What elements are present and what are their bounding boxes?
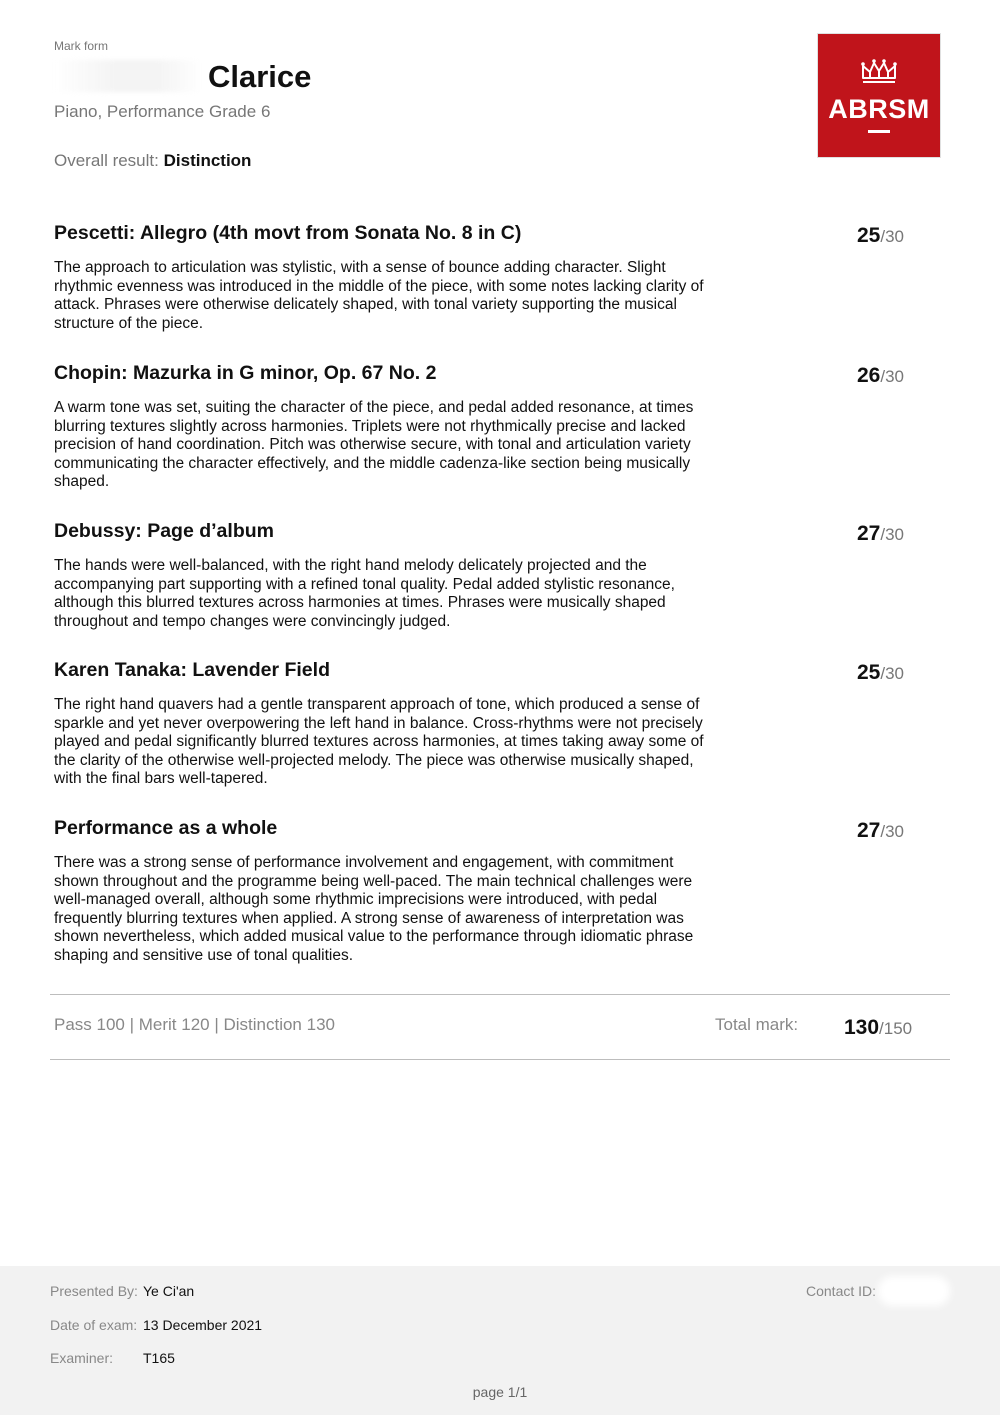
exam-subject: Piano, Performance Grade 6 — [54, 102, 271, 121]
piece-mark-out-of: /30 — [880, 525, 904, 544]
logo-text: ABRSM — [828, 94, 930, 124]
piece-title: Pescetti: Allegro (4th movt from Sonata No. 8 in C) — [54, 222, 522, 244]
redacted-surname — [54, 60, 202, 92]
piece-comment: The approach to articulation was stylistic, with a sense of bounce adding character. Slight rhythmic evenness was introduced in the middle of the piece, with some notes lacking clarity of attack. Phrases were otherwise delicately shaped, with tonal variety supporting the musical structure of the piece. — [54, 259, 704, 332]
presented-by-label: Presented By: — [50, 1283, 138, 1299]
total-mark-value: 130 — [844, 1016, 880, 1039]
redacted-contact-id — [878, 1276, 950, 1306]
abrsm-logo — [818, 34, 940, 157]
piece-section — [54, 222, 924, 333]
candidate-name: Clarice — [208, 59, 312, 94]
piece-mark-value: 27 — [857, 522, 881, 545]
total-mark-out-of: /150 — [879, 1019, 913, 1038]
piece-section — [54, 817, 924, 966]
piece-mark-out-of: /30 — [880, 227, 904, 246]
crown-icon — [860, 58, 898, 86]
overall-result-label: Overall result: — [54, 151, 159, 170]
mark-form-label: Mark form — [54, 39, 108, 53]
piece-mark-value: 26 — [857, 364, 881, 387]
grade-thresholds: Pass 100 | Merit 120 | Distinction 130 — [54, 1015, 335, 1034]
divider — [50, 1059, 950, 1060]
piece-section — [54, 520, 924, 631]
piece-mark-value: 25 — [857, 661, 881, 684]
logo-underline — [868, 130, 890, 133]
piece-comment: There was a strong sense of performance involvement and engagement, with commitment shown throughout and the programme being well-paced. The main technical challenges were well-managed overall, although some rhythmic imprecisions were introduced, with pedal frequently blurring textures when applied. A strong sense of awareness of interpretation was shown nevertheless, which added musical value to the performance through idiomatic phrase shaping and sensitive use of tonal qualities. — [54, 854, 694, 964]
piece-mark — [857, 364, 904, 388]
presented-by-value: Ye Ci'an — [143, 1283, 195, 1299]
piece-mark — [857, 661, 904, 685]
piece-title: Performance as a whole — [54, 817, 278, 839]
examiner-label: Examiner: — [50, 1350, 114, 1366]
piece-mark-out-of: /30 — [880, 664, 904, 683]
piece-title: Chopin: Mazurka in G minor, Op. 67 No. 2 — [54, 362, 437, 384]
total-mark-label: Total mark: — [715, 1015, 799, 1034]
piece-section — [54, 362, 924, 492]
piece-comment: The hands were well-balanced, with the right hand melody delicately projected and the accompanying part supporting with a refined tonal quality. Pedal added stylistic resonance, although this blurred textures across harmonies at times. Phrases were musically shaped throughout and tempo changes were convincingly judged. — [54, 557, 675, 630]
overall-result-value: Distinction — [163, 151, 252, 170]
total-mark — [844, 1016, 912, 1040]
piece-mark-out-of: /30 — [880, 822, 904, 841]
divider — [50, 994, 950, 995]
contact-id-label: Contact ID: — [806, 1283, 877, 1299]
piece-mark — [857, 522, 904, 546]
piece-comment: The right hand quavers had a gentle transparent approach of tone, which produced a sense of sparkle and yet never overpowering the left hand in balance. Cross-rhythms were not precisely played and pedal significantly blurred textures across harmonies, at times taking away some of the clarity of the otherwise well-projected melody. The piece was otherwise musically shaped, with the final bars well-tapered. — [54, 696, 704, 788]
piece-mark-out-of: /30 — [880, 367, 904, 386]
piece-mark-value: 25 — [857, 224, 881, 247]
piece-mark-value: 27 — [857, 819, 881, 842]
overall-result — [54, 151, 251, 171]
piece-comment: A warm tone was set, suiting the character of the piece, and pedal added resonance, at times blurring textures slightly across harmonies. Triplets were not rhythmically precise and lacked precision of hand coordination. Pitch was otherwise secure, with tonal and articulation variety communicating the character effectively, and the middle cadenza-like section being musically shaped. — [54, 399, 694, 491]
piece-title: Debussy: Page d’album — [54, 520, 274, 542]
date-of-exam-label: Date of exam: — [50, 1317, 138, 1333]
piece-mark — [857, 224, 904, 248]
examiner-value: T165 — [143, 1350, 175, 1366]
piece-title: Karen Tanaka: Lavender Field — [54, 659, 330, 681]
date-of-exam-value: 13 December 2021 — [143, 1317, 263, 1333]
piece-section — [54, 659, 924, 789]
page-number: page 1/1 — [472, 1384, 528, 1400]
piece-mark — [857, 819, 904, 843]
